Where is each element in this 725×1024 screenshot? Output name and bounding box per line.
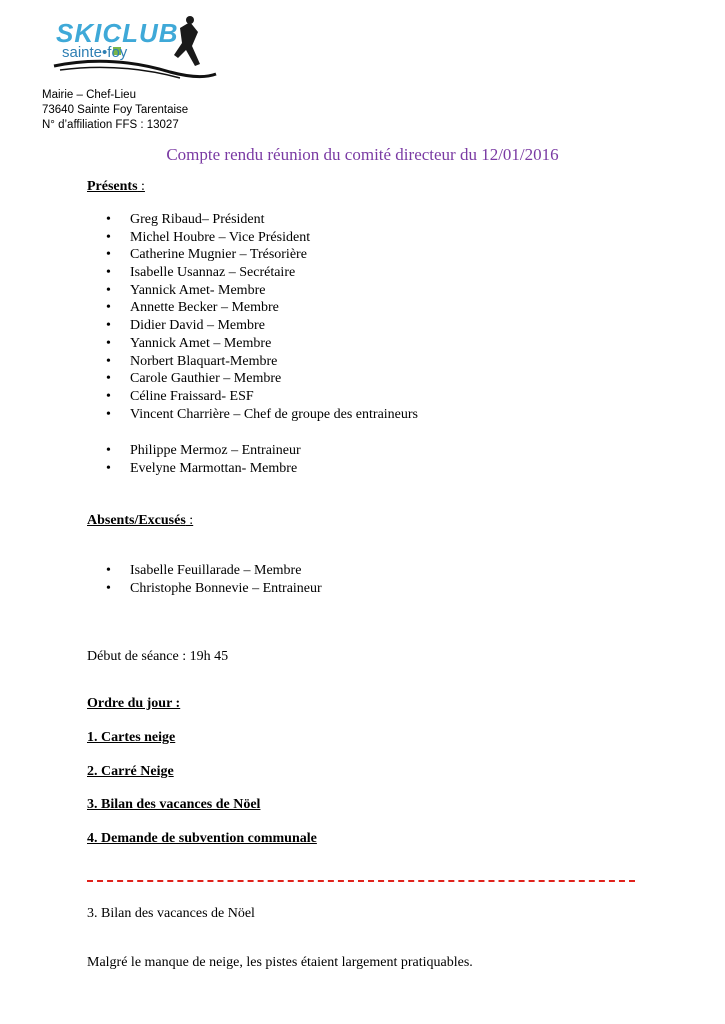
logo-sub-text: sainte•foy	[62, 44, 128, 61]
list-item: • Yannick Amet – Membre	[87, 335, 418, 353]
presents-list	[87, 211, 418, 423]
session-start: Début de séance : 19h 45	[87, 649, 229, 664]
presents-colon: :	[137, 179, 145, 194]
list-item: • Céline Fraissard- ESF	[87, 388, 418, 406]
list-item: • Vincent Charrière – Chef de groupe des entraineurs	[87, 406, 418, 424]
absents-list	[87, 562, 322, 597]
list-item: • Christophe Bonnevie – Entraineur	[87, 580, 322, 598]
agenda-heading: Ordre du jour :	[87, 696, 181, 711]
presents-label: Présents	[87, 179, 138, 194]
address-line-1: Mairie – Chef-Lieu	[42, 89, 136, 101]
section-3-heading: 3. Bilan des vacances de Nöel	[87, 906, 255, 921]
agenda-item-2: 2. Carré Neige	[87, 764, 174, 779]
club-address	[42, 88, 188, 133]
agenda-item-1: 1. Cartes neige	[87, 730, 176, 745]
red-dashed-separator	[87, 880, 635, 882]
logo-main-text: SKICLUB	[56, 18, 179, 48]
list-item: • Annette Becker – Membre	[87, 299, 418, 317]
absents-colon: :	[185, 513, 194, 528]
list-item: • Philippe Mermoz – Entraineur	[87, 442, 301, 460]
ski-club-logo	[50, 14, 220, 84]
section-3-text: Malgré le manque de neige, les pistes étaient largement pratiquables.	[87, 955, 473, 970]
presents-list-2	[87, 442, 301, 477]
list-item: • Carole Gauthier – Membre	[87, 370, 418, 388]
absents-heading	[87, 513, 193, 529]
absents-label: Absents/Excusés	[87, 513, 186, 528]
agenda-item-4: 4. Demande de subvention communale	[87, 831, 317, 846]
list-item: • Greg Ribaud– Président	[87, 211, 418, 229]
list-item: • Isabelle Usannaz – Secrétaire	[87, 264, 418, 282]
address-line-2: 73640 Sainte Foy Tarentaise	[42, 104, 189, 116]
list-item: • Catherine Mugnier – Trésorière	[87, 246, 418, 264]
list-item: • Isabelle Feuillarade – Membre	[87, 562, 322, 580]
presents-heading	[87, 179, 145, 195]
list-item: • Evelyne Marmottan- Membre	[87, 460, 301, 478]
list-item: • Didier David – Membre	[87, 317, 418, 335]
list-item: • Yannick Amet- Membre	[87, 282, 418, 300]
list-item: • Norbert Blaquart-Membre	[87, 353, 418, 371]
list-item: • Michel Houbre – Vice Président	[87, 229, 418, 247]
address-line-3: N° d’affiliation FFS : 13027	[42, 119, 179, 131]
document-title: Compte rendu réunion du comité directeur du 12/01/2016	[166, 145, 559, 164]
agenda-item-3: 3. Bilan des vacances de Nöel	[87, 797, 261, 812]
